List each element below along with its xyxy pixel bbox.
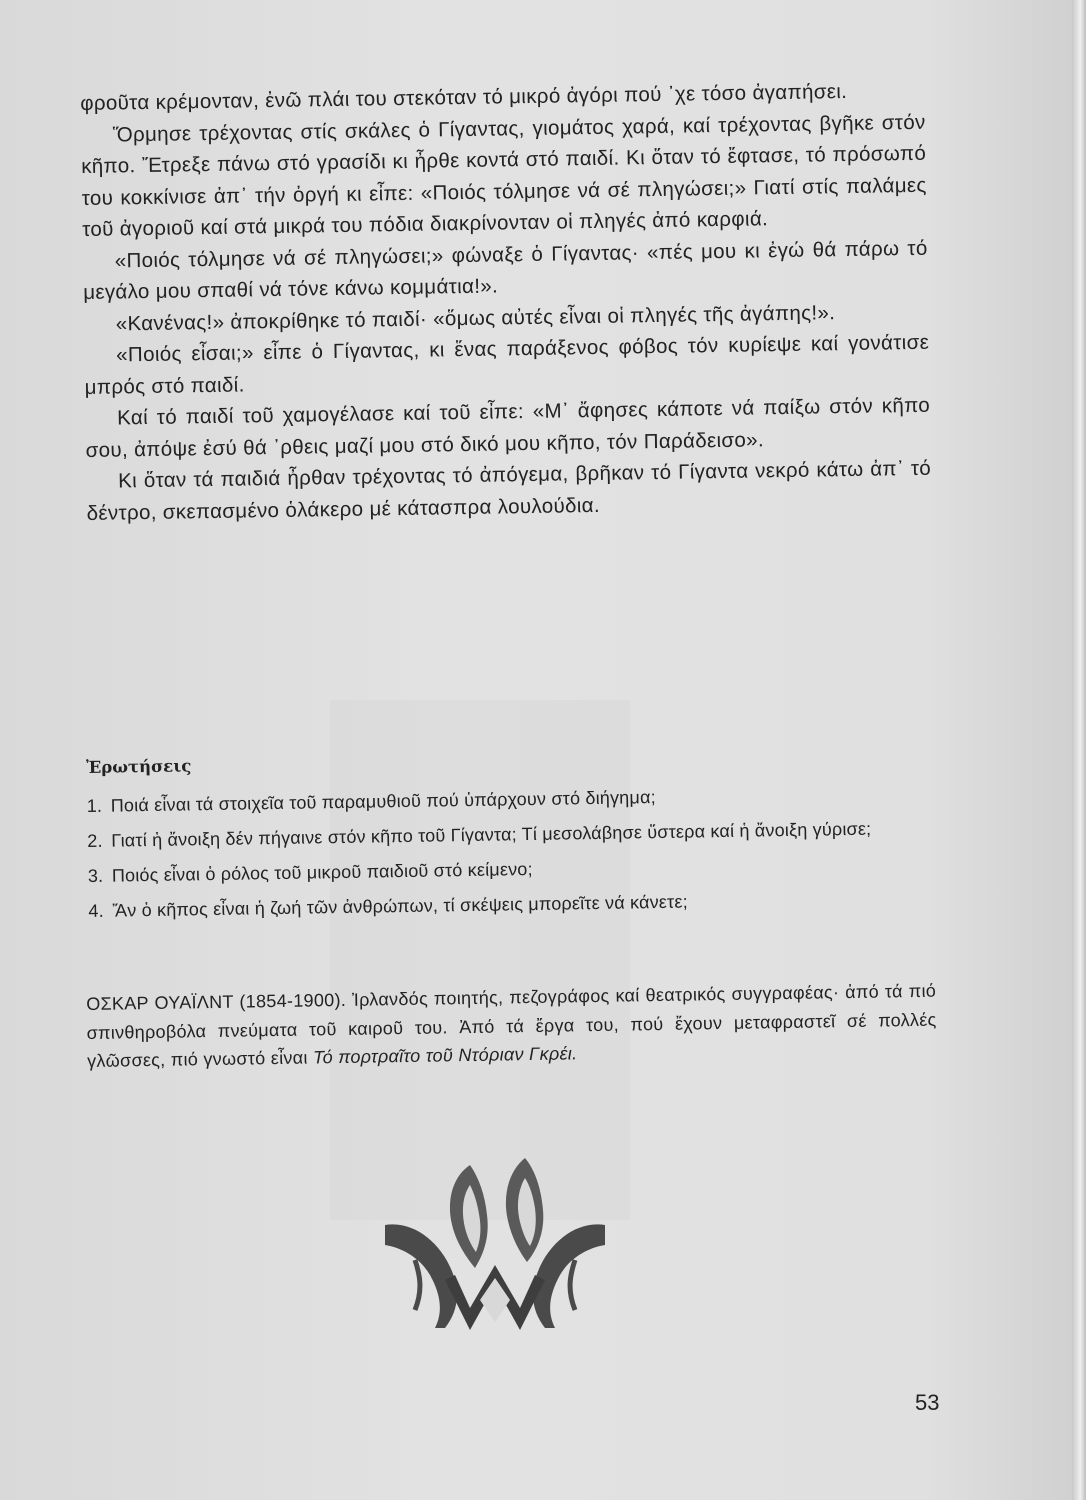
story-paragraph: Κι ὅταν τά παιδιά ἦρθαν τρέχοντας τό ἀπόγεμα, βρῆκαν τό Γίγαντα νεκρό κάτω ἀπ᾽ τό δέντρο, σκεπασμένο ὁλάκερο μέ κάτασπρα λουλούδια. [86, 456, 932, 525]
story-paragraph: Καί τό παιδί τοῦ χαμογέλασε καί τοῦ εἶπε: «Μ᾽ ἄφησες κάποτε νά παίξω στόν κῆπο σου, ἀπόψε ἐσύ θά ᾽ρθεις μαζί μου στό δικό μου κῆπο, τόν Παράδεισο». [85, 393, 931, 462]
question-text: Ποιά εἶναι τά στοιχεῖα τοῦ παραμυθιοῦ πού ὑπάρχουν στό διήγημα; [110, 787, 656, 816]
question-item [88, 885, 938, 924]
story-paragraph: Ὅρμησε τρέχοντας στίς σκάλες ὁ Γίγαντας, γιομάτος χαρά, καί τρέχοντας βγῆκε στόν κῆπο. Ἔτρεξε πάνω στό γρασίδι κι ἦρθε κοντά στό παιδί. Κι ὅταν τό ἔφτασε, τό πρόσωπό του κοκκίνισε ἀπ᾽ τήν ὀργή κι εἶπε: «Ποιός τόλμησε νά σέ πληγώσει;» Γιατί στίς παλάμες τοῦ ἀγοριοῦ καί στά μικρά του πόδια διακρίνονταν οἱ πληγές ἀπό καρφιά. [81, 110, 927, 241]
floral-ornament-icon [375, 1150, 615, 1335]
story-paragraph: «Κανένας!» ἀποκρίθηκε τό παιδί· «ὅμως αὐτές εἶναι οἱ πληγές τῆς ἀγάπης!». [115, 300, 836, 335]
question-item [87, 815, 937, 854]
question-number: 3. [87, 865, 104, 886]
questions-heading: Ἐρωτήσεις [86, 756, 192, 777]
question-text: Γιατί ἡ ἄνοιξη δέν πήγαινε στόν κῆπο τοῦ Γίγαντα; Τί μεσολάβησε ὕστερα καί ἡ ἄνοιξη γύρισε; [111, 818, 872, 851]
ornament-left-tendril [415, 1260, 420, 1310]
story-paragraph: «Ποιός τόλμησε νά σέ πληγώσει;» φώναξε ὁ Γίγαντας· «πές μου κι ἐγώ θά πάρω τό μεγάλο μου σπαθί νά τόνε κάνω κομμάτια!». [83, 236, 928, 304]
question-item [87, 780, 937, 819]
story-paragraph: «Ποιός εἶσαι;» εἶπε ὁ Γίγαντας, κι ἕνας παράξενος φόβος τόν κυρίεψε καί γονάτισε μπρός στό παιδί. [84, 330, 930, 399]
question-number: 1. [86, 795, 103, 816]
work-title: Τό πορτραῖτο τοῦ Ντόριαν Γκρέι. [312, 1043, 578, 1068]
story-paragraph: φροῦτα κρέμονταν, ἐνῶ πλάι του στεκόταν τό μικρό ἀγόρι πού ᾽χε τόσο ἀγαπήσει. [80, 79, 848, 115]
question-item [88, 850, 938, 889]
author-bio [86, 977, 937, 1076]
questions-list [87, 780, 939, 924]
question-number: 2. [87, 830, 103, 851]
question-text: Ἄν ὁ κῆπος εἶναι ἡ ζωή τῶν ἀνθρώπων, τί σκέψεις μπορεῖτε νά κάνετε; [112, 891, 688, 921]
author-bio-text: ΟΣΚΑΡ ΟΥΑΪΛΝΤ (1854-1900). Ἰρλανδός ποιητής, πεζογράφος καί θεατρικός συγγραφέας· ἀπό τά πιό σπινθηροβόλα πνεύματα τοῦ καιροῦ του. Ἀπό τά ἔργα του, πού ἔχουν μεταφραστεῖ σέ πολλές γλῶσσες, πιό γνωστό εἶναι [86, 980, 937, 1071]
questions-section [86, 745, 939, 933]
page-edge [1072, 0, 1086, 1500]
story-text [80, 75, 932, 529]
question-text: Ποιός εἶναι ὁ ρόλος τοῦ μικροῦ παιδιοῦ στό κείμενο; [111, 858, 533, 886]
ornament-right-tendril [570, 1260, 575, 1310]
question-number: 4. [88, 900, 104, 921]
page-number: 53 [915, 1390, 940, 1415]
